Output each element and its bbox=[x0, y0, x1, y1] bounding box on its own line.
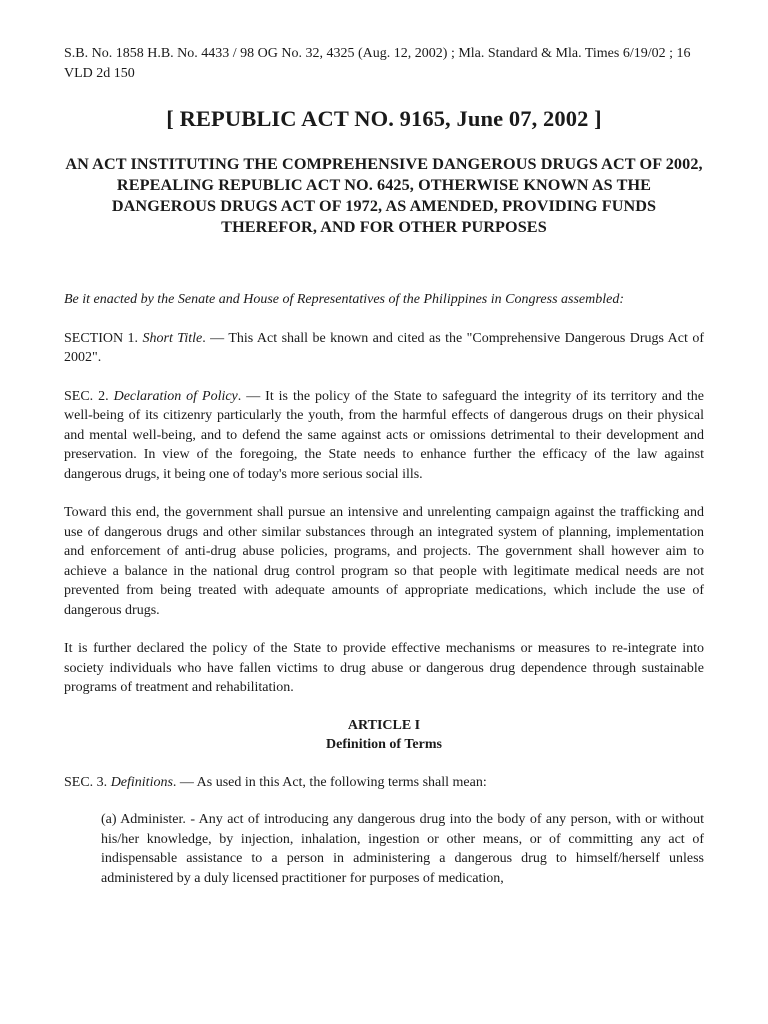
article-title: Definition of Terms bbox=[326, 737, 442, 752]
section-2 bbox=[64, 387, 704, 485]
section-2-body: . — It is the policy of the State to safeguard the integrity of its territory and the well-being of its citizenry particularly the youth, from the harmful effects of dangerous drugs on their physical and mental well-being, and to defend the same against acts or omissions detrimental to their development and preservation. In view of the foregoing, the State needs to enhance further the efficacy of the law against dangerous drugs, it being one of today's more serious social ills. bbox=[64, 388, 704, 482]
act-subtitle: AN ACT INSTITUTING THE COMPREHENSIVE DANGEROUS DRUGS ACT OF 2002, REPEALING REPUBLIC ACT NO. 6425, OTHERWISE KNOWN AS THE DANGEROUS DRUGS ACT OF 1972, AS AMENDED, PROVIDING FUNDS THEREFOR, AND FOR OTHER PURPOSES bbox=[65, 155, 703, 236]
section-2-heading: Declaration of Policy bbox=[113, 388, 238, 404]
section-3-body: . — As used in this Act, the following terms shall mean: bbox=[172, 774, 487, 790]
policy-paragraph-2: Toward this end, the government shall pursue an intensive and unrelenting campaign against the trafficking and use of dangerous drugs and other similar substances through an integrated system of planning, implementation and enforcement of anti-drug abuse policies, programs, and projects. The government shall however aim to achieve a balance in the national drug control program so that people with legitimate medical needs are not prevented from being treated with adequate amounts of appropriate medications, which include the use of dangerous drugs. bbox=[64, 505, 704, 618]
section-1-heading: Short Title bbox=[142, 330, 203, 346]
article-number: ARTICLE I bbox=[347, 717, 421, 733]
section-1 bbox=[64, 329, 704, 368]
citation-line: S.B. No. 1858 H.B. No. 4433 / 98 OG No. 32, 4325 (Aug. 12, 2002) ; Mla. Standard & Mla. Times 6/19/02 ; 16 VLD 2d 150 bbox=[64, 46, 691, 81]
article-heading bbox=[64, 716, 704, 755]
section-3-heading: Definitions bbox=[110, 774, 173, 790]
section-2-prefix: SEC. 2. bbox=[64, 388, 114, 404]
act-title: [ REPUBLIC ACT NO. 9165, June 07, 2002 ] bbox=[166, 106, 602, 131]
document-page bbox=[64, 44, 704, 888]
policy-paragraph-3: It is further declared the policy of the State to provide effective mechanisms or measures to re-integrate into society individuals who have fallen victims to drug abuse or dangerous drug dependence through sustainable programs of treatment and rehabilitation. bbox=[64, 641, 704, 695]
section-1-prefix: SECTION 1. bbox=[64, 330, 143, 346]
definition-a: (a) Administer. - Any act of introducing any dangerous drug into the body of any person, with or without his/her knowledge, by injection, inhalation, ingestion or other means, or of committing any act of indispensable assistance to a person in administering a dangerous drug to himself/herself unless administered by a duly licensed practitioner for purposes of medication, bbox=[101, 812, 704, 886]
enacting-clause: Be it enacted by the Senate and House of Representatives of the Philippines in Congress assembled: bbox=[64, 292, 625, 307]
section-1-body: . — This Act shall be known and cited as the "Comprehensive Dangerous Drugs Act of 2002". bbox=[64, 330, 704, 365]
section-3 bbox=[64, 773, 704, 793]
section-3-prefix: SEC. 3. bbox=[64, 774, 111, 790]
